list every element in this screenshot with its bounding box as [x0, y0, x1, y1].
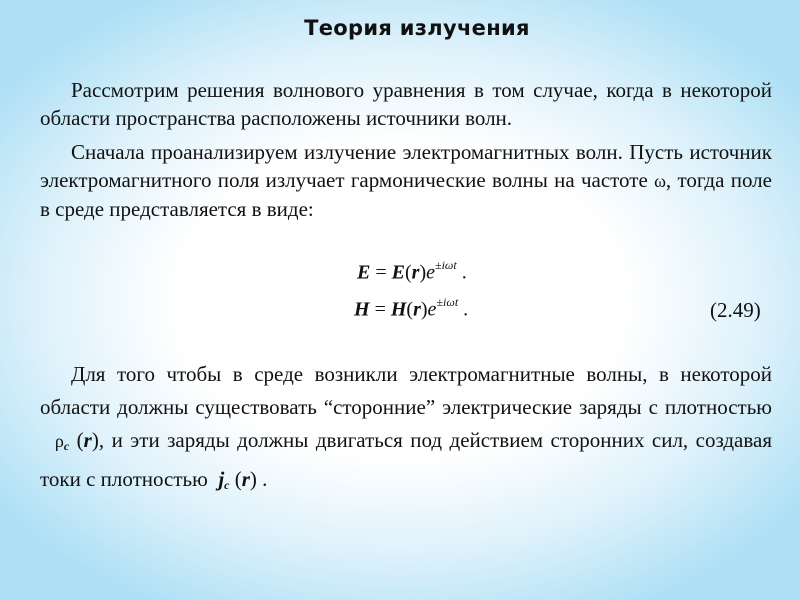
paragraph-sources-text-end: . — [262, 467, 268, 491]
paragraph-harmonic — [40, 138, 772, 223]
slide-title: Теория излучения — [304, 16, 530, 40]
paragraph-sources-text: Для того чтобы в среде возникли электромагнитные волны, в некоторой области должны существовать “сторонние” электрические заряды с плотностью — [40, 362, 772, 419]
equation-number: (2.49) — [710, 298, 761, 322]
j-argument: r — [241, 467, 250, 491]
rho-symbol: ρ — [54, 431, 64, 451]
paragraph-intro-text: Рассмотрим решения волнового уравнения в том случае, когда в некоторой области пространства расположены источники волн. — [40, 78, 772, 130]
j-subscript: c — [224, 478, 230, 492]
rho-argument: r — [83, 428, 92, 452]
paragraph-sources-text-middle: , и эти заряды должны двигаться под действием сторонних сил, создавая токи с плотностью — [40, 428, 772, 491]
j-symbol: j — [218, 467, 225, 491]
omega-symbol: ω — [654, 171, 666, 191]
paragraph-harmonic-text-end: , тогда поле в среде представляется в виде: — [40, 168, 772, 221]
paragraph-intro — [40, 76, 772, 132]
rho-subscript: c — [63, 439, 70, 453]
equation-magnetic-field: $H = H(r)e^{\pm i\omega t}$ . — [354, 295, 469, 321]
paragraph-harmonic-text: Сначала проанализируем излучение электромагнитных волн. Пусть источник электромагнитного поля излучает гармонические волны на частоте — [40, 140, 772, 192]
paragraph-sources: Для того чтобы в среде возникли электромагнитные волны, в некоторой области должны существовать “сторонние” электрические заряды с плотностью $\rho_c$ (r), и эти заряды должны двигаться под действием сторонних сил, создавая токи с плотностью $j_c$ (r) . — [40, 362, 772, 492]
equation-electric-field: $E = E(r)e^{\pm i\omega t}$ . — [357, 258, 467, 284]
